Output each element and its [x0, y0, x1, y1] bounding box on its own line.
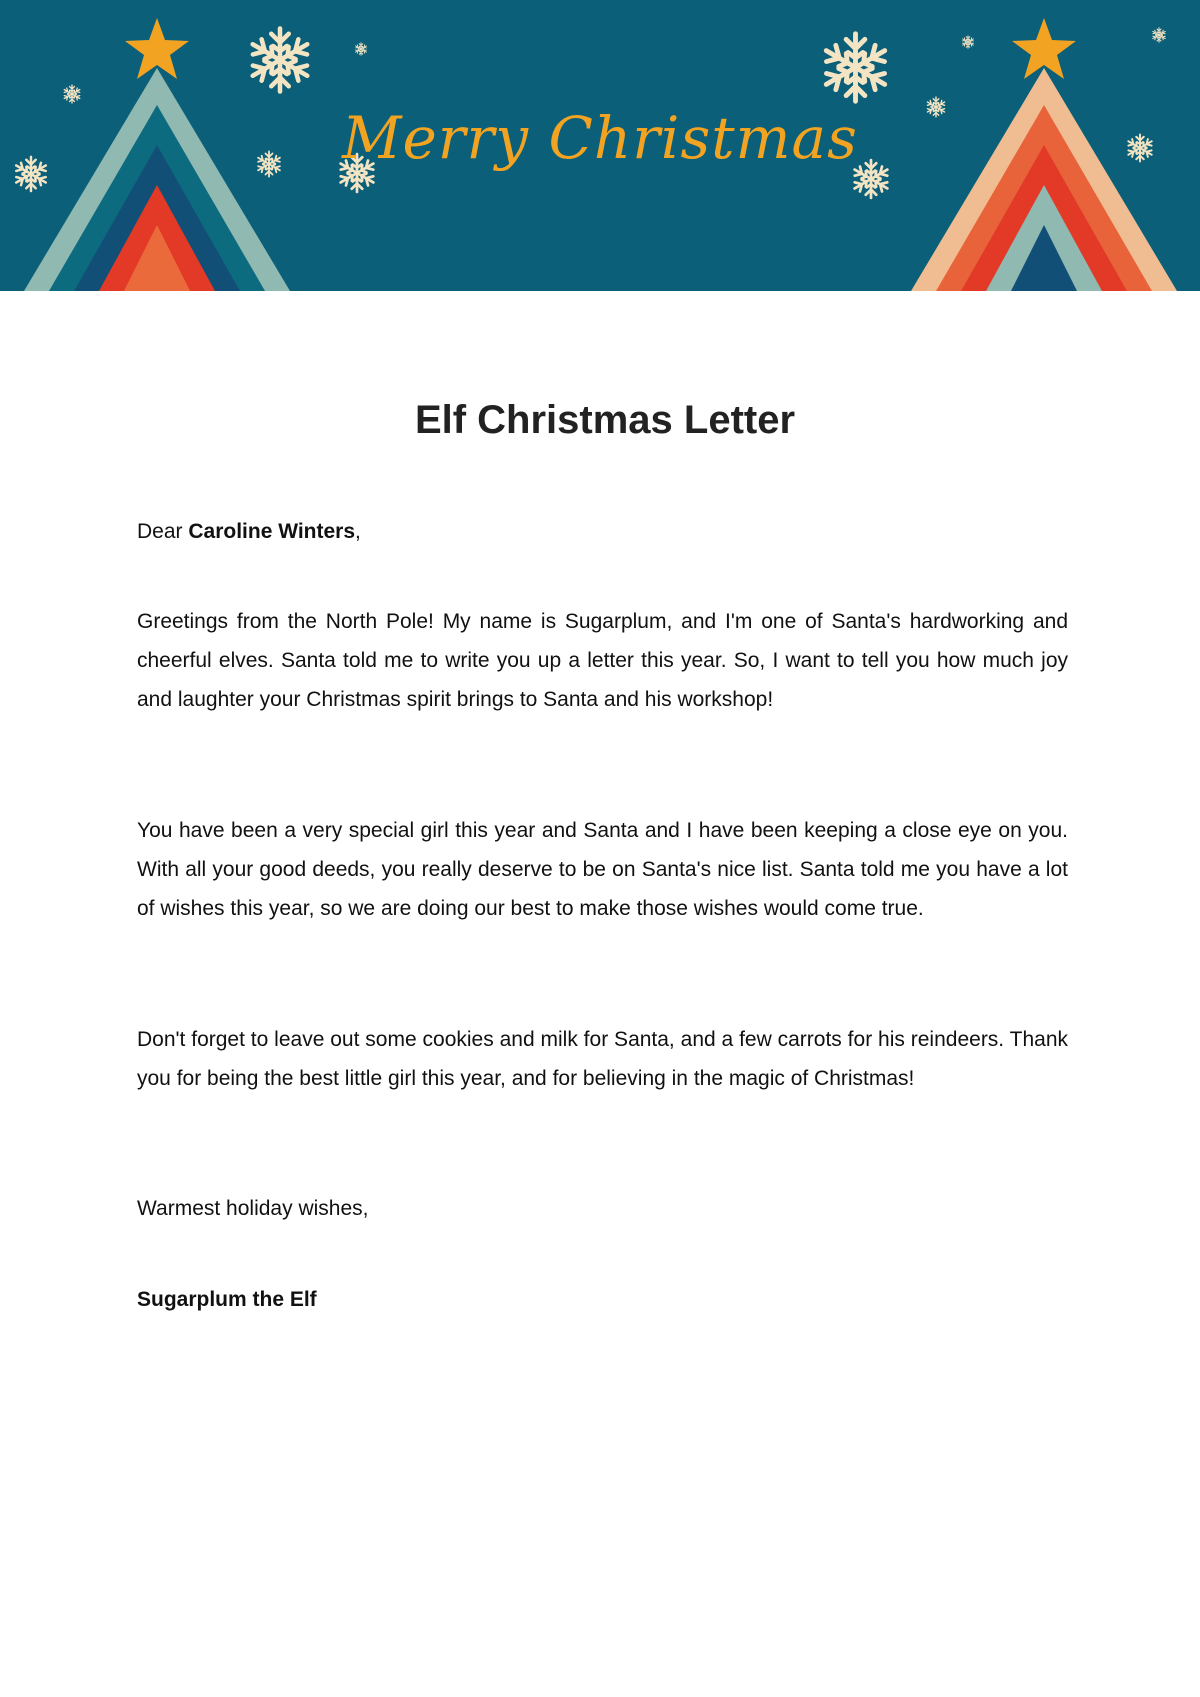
recipient-name: Caroline Winters [188, 520, 356, 543]
salutation-suffix: , [355, 520, 361, 543]
signature: Sugarplum the Elf [137, 1288, 317, 1311]
paragraph-2-block [137, 811, 1068, 928]
page-title: Elf Christmas Letter [414, 398, 796, 442]
paragraph-2: You have been a very special girl this year and Santa and I have been keeping a close eye on you. With all your good deeds, you really deserve to be on Santa's nice list. Santa told me you have a lot of wishes this year, so we are doing our best to make those wishes would come true. [137, 819, 1068, 920]
closing-block [137, 1189, 1068, 1228]
paragraph-3: Don't forget to leave out some cookies and milk for Santa, and a few carrots for his reindeers. Thank you for being the best little girl this year, and for believing in the magic of Christmas! [137, 1028, 1068, 1090]
paragraph-1-block [137, 602, 1068, 719]
header-banner [0, 0, 1200, 291]
salutation [137, 512, 1068, 551]
paragraph-1: Greetings from the North Pole! My name is Sugarplum, and I'm one of Santa's hardworking and cheerful elves. Santa told me to write you up a letter this year. So, I want to tell you how much joy and laughter your Christmas spirit brings to Santa and his workshop! [137, 610, 1068, 711]
signature-block [137, 1280, 1068, 1319]
banner-title: Merry Christmas [342, 104, 858, 172]
left-tree-icon [24, 68, 290, 291]
closing: Warmest holiday wishes, [137, 1197, 369, 1220]
right-tree-icon [911, 68, 1177, 291]
paragraph-3-block [137, 1020, 1068, 1098]
salutation-prefix: Dear [137, 520, 189, 543]
